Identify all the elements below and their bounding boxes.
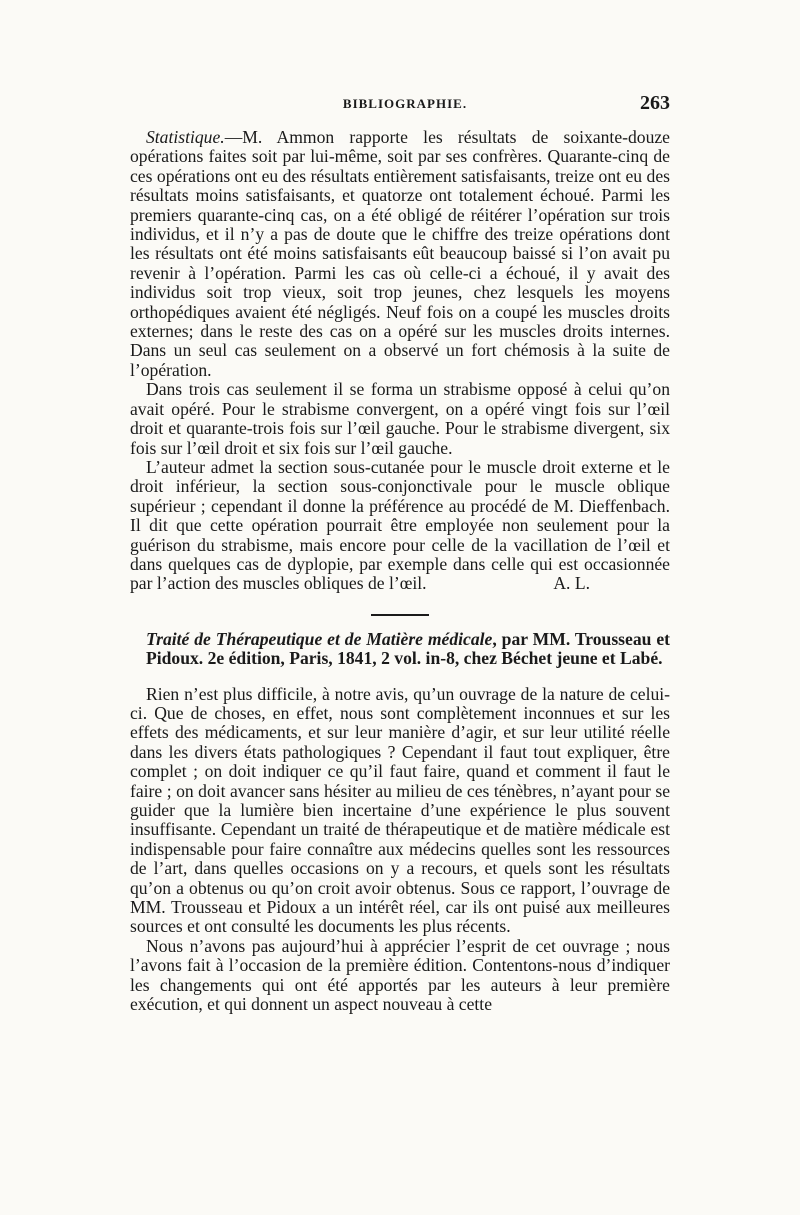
book-reference bbox=[130, 630, 670, 669]
page-body bbox=[130, 128, 670, 1014]
paragraph bbox=[130, 128, 670, 380]
paragraph-text: —M. Ammon rapporte les résultats de soixante-douze opérations faites soit par lui-même, soit par ses confrères. Quarante-cinq de ces opérations ont eu des résultats entièrement satisfaisants, treize ont eu des résultats moins satisfaisants, et quatorze ont totalement échoué. Parmi les premiers quarante-cinq cas, on a été obligé de réitérer l’opération sur trois individus, et il n’y a pas de doute que le chiffre des treize opérations dont les résultats ont été moins satisfaisants eût beaucoup baissé si l’on avait pu revenir à l’opération. Parmi les cas où celle-ci a échoué, il y avait des individus soit trop vieux, soit trop jeunes, chez lesquels les moyens orthopédiques avaient été négligés. Neuf fois on a coupé les muscles droits externes; dans le reste des cas on a opéré sur les muscles droits internes. Dans un seul cas seulement on a observé un fort chémosis à la suite de l’opération. bbox=[130, 127, 670, 380]
page-number: 263 bbox=[640, 92, 670, 114]
paragraph: Dans trois cas seulement il se forma un strabisme opposé à celui qu’on avait opéré. Pour le strabisme convergent, on a opéré vingt fois sur l’œil droit et quarante-trois fois sur l’œil gauche. Pour le strabisme divergent, six fois sur l’œil droit et six fois sur l’œil gauche. bbox=[130, 379, 670, 458]
book-citation: , par MM. Trousseau et Pidoux. 2e édition, Paris, 1841, 2 vol. in-8, chez Béchet jeune et Labé. bbox=[146, 628, 670, 669]
author-signature: A. L. bbox=[553, 573, 590, 594]
page-header bbox=[140, 92, 670, 116]
section-divider bbox=[371, 614, 429, 616]
running-title: BIBLIOGRAPHIE. bbox=[342, 96, 468, 111]
book-title: Traité de Thérapeutique et de Matière médicale bbox=[146, 628, 493, 649]
paragraph: L’auteur admet la section sous-cutanée pour le muscle droit externe et le droit inférieur, la section sous-conjonctivale pour le muscle oblique supérieur ; cependant il donne la préférence au procédé de M. Dieffenbach. Il dit que cette opération pourrait être employée non seulement pour la guérison du strabisme, mais encore pour celle de la vacillation de l’œil et dans quelques cas de dyplopie, par exemple dans celle qui est occasionnée par l’action des muscles obliques de l’œil. bbox=[130, 456, 670, 594]
section-lead: Statistique. bbox=[146, 127, 225, 147]
paragraph: Nous n’avons pas aujourd’hui à apprécier l’esprit de cet ouvrage ; nous l’avons fait à l’occasion de la première édition. Contentons-nous d’indiquer les changements qui ont été apportés par les auteurs à leur première exécution, et qui donnent un aspect nouveau à cette bbox=[130, 935, 670, 1015]
paragraph: Rien n’est plus difficile, à notre avis, qu’un ouvrage de la nature de celui-ci. Que de choses, en effet, nous sont complètement inconnues et sur les effets des médicaments, et sur leur manière d’agir, et sur leur utilité réelle dans les divers états pathologiques ? Cependant il faut tout expliquer, être complet ; on doit indiquer ce qu’il faut faire, quand et comment il faut le faire ; on doit avancer sans hésiter au milieu de ces ténèbres, n’ayant pour se guider que la lumière bien incertaine d’une expérience le plus souvent insuffisante. Cependant un traité de thérapeutique et de matière médicale est indispensable pour faire connaître aux médecins quelles sont les ressources de l’art, dans quelles occasions on y a recours, et quels sont les résultats qu’on a obtenus ou qu’on croit avoir obtenus. Sous ce rapport, l’ouvrage de MM. Trousseau et Pidoux a un intérêt réel, car ils ont puisé aux meilleures sources et ont consulté les documents les plus récents. bbox=[130, 683, 670, 937]
